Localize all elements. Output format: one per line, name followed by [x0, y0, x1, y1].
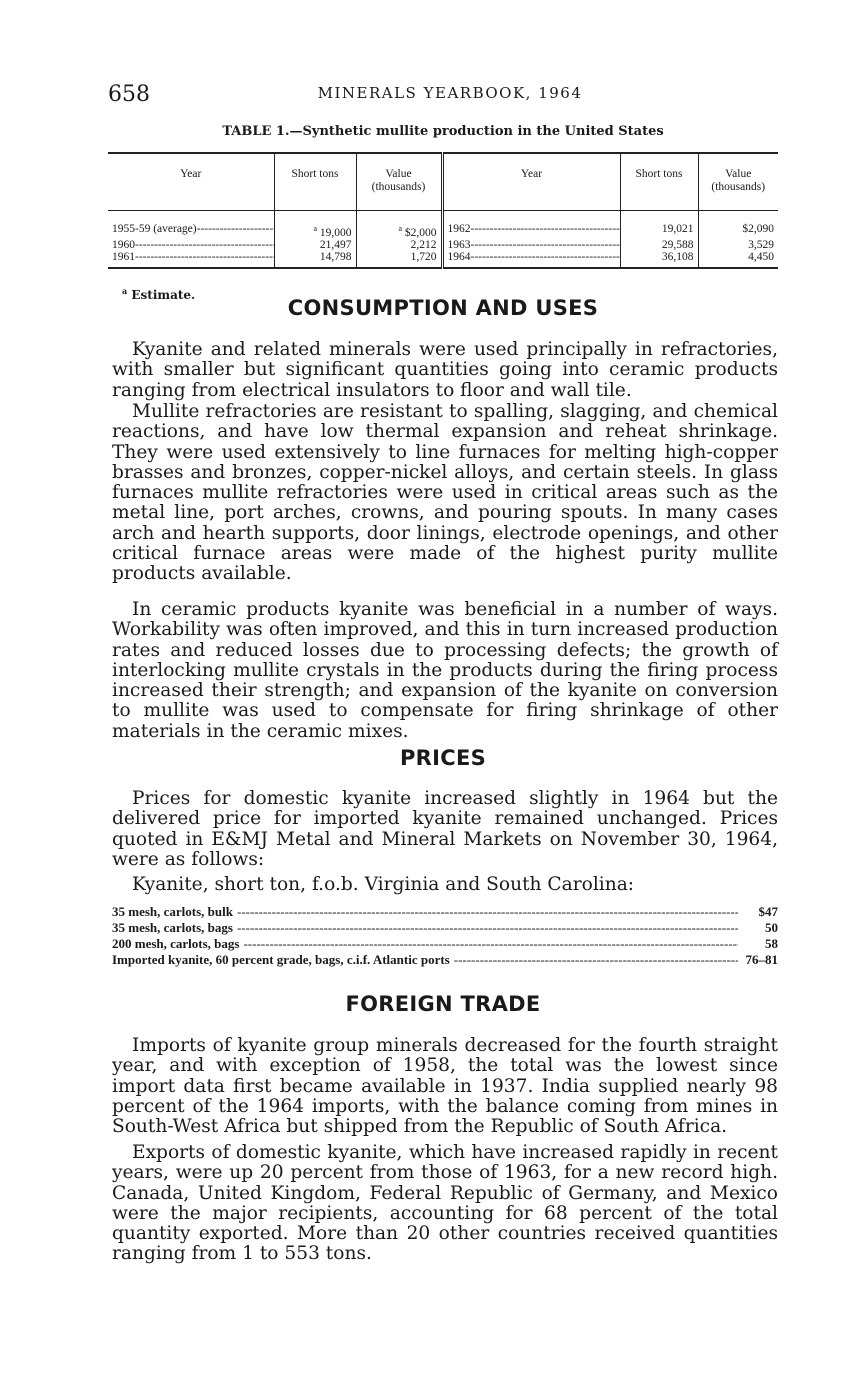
col-header-year: Year [442, 153, 620, 211]
cell-short-tons: 19,021 [620, 211, 698, 239]
cell-year: 1963 ----- [442, 239, 620, 251]
price-label: 35 mesh, carlots, bags [112, 920, 233, 935]
cell-year: 1961 ----- [108, 251, 274, 268]
paragraph: Prices for domestic kyanite increased slightly in 1964 but the delivered price for imported kyanite remained unchanged. Prices quoted in E&MJ Metal and Mineral Markets on November 30, 1964, were as follows: [112, 788, 778, 870]
price-value: 76–81 [745, 952, 778, 967]
price-item [112, 904, 778, 920]
price-list [112, 904, 778, 968]
table-row [108, 211, 778, 239]
price-item [112, 936, 778, 952]
cell-value: 1,720 [356, 251, 442, 268]
price-value: $47 [758, 904, 778, 919]
col-header-value: Value (thousands) [698, 153, 778, 211]
cell-short-tons: $^a$ 19,000 [274, 211, 356, 239]
paragraph: Exports of domestic kyanite, which have increased rapidly in recent years, were up 20 percent from those of 1963, for a new record high. Canada, United Kingdom, Federal Republic of Germany, and Mexico were the major recipients, accounting for 68 percent of the total quantity exported. More than 20 other countries received quantities ranging from 1 to 553 tons. [112, 1142, 778, 1265]
table-row [108, 239, 778, 251]
col-header-year: Year [108, 153, 274, 211]
table-title: TABLE 1.—Synthetic mullite production in the United States [222, 124, 664, 139]
cell-value: $^a$ $2,000 [356, 211, 442, 239]
cell-short-tons: 21,497 [274, 239, 356, 251]
paragraph: Kyanite and related minerals were used principally in refractories, with smaller but significant quantities going into ceramic products ranging from electrical insulators to floor and wall tile. [112, 339, 778, 401]
paragraph: Kyanite, short ton, f.o.b. Virginia and South Carolina: [132, 874, 635, 895]
price-item [112, 920, 778, 936]
section-heading-consumption: CONSUMPTION AND USES [287, 296, 599, 320]
paragraph: Imports of kyanite group minerals decreased for the fourth straight year, and with exception of 1958, the total was the lowest since import data first became available in 1937. India supplied nearly 98 percent of the 1964 imports, with the balance coming from mines in South-West Africa but shipped from the Republic of South Africa. [112, 1035, 778, 1138]
price-label: 200 mesh, carlots, bags [112, 936, 240, 951]
price-value: 58 [765, 936, 778, 951]
table-header-row [108, 153, 778, 211]
cell-short-tons: 14,798 [274, 251, 356, 268]
running-title: MINERALS YEARBOOK, 1964 [317, 84, 583, 102]
cell-value: 4,450 [698, 251, 778, 268]
col-header-short-tons: Short tons [274, 153, 356, 211]
cell-value: 3,529 [748, 238, 774, 251]
footnote-marker: a [398, 224, 402, 233]
table-row [108, 251, 778, 268]
production-table [108, 152, 778, 269]
paragraph: Mullite refractories are resistant to spalling, slagging, and chemical reactions, and have low thermal expansion and reheat shrinkage. They were used extensively to line furnaces for melting high-copper brasses and bronzes, copper-nickel alloys, and certain steels. In glass furnaces mullite refractories were used in critical areas such as the metal line, port arches, crowns, and pouring spouts. In many cases arch and hearth supports, door linings, electrode openings, and other critical furnace areas were made of the highest purity mullite products available. [112, 401, 778, 585]
section-heading-prices: PRICES [399, 746, 487, 770]
price-label: Imported kyanite, 60 percent grade, bags, c.i.f. Atlantic ports [112, 952, 450, 967]
cell-short-tons: 36,108 [620, 251, 698, 268]
cell-value: 2,212 [356, 239, 442, 251]
cell-year: 1962 ----- [442, 211, 620, 239]
price-label: 35 mesh, carlots, bulk [112, 904, 233, 919]
page-number: 658 [108, 82, 150, 107]
col-header-value: Value (thousands) [356, 153, 442, 211]
footnote-marker: a [313, 224, 317, 233]
price-value: 50 [765, 920, 778, 935]
cell-short-tons: 29,588 [620, 239, 698, 251]
cell-year: 1964 ----- [442, 251, 620, 268]
col-header-short-tons: Short tons [620, 153, 698, 211]
cell-value: $2,090 [742, 223, 774, 235]
section-heading-foreign-trade: FOREIGN TRADE [345, 992, 541, 1016]
footnote-marker: a [122, 286, 128, 296]
paragraph: In ceramic products kyanite was beneficial in a number of ways. Workability was often improved, and this in turn increased production rates and reduced losses due to processing defects; the growth of interlocking mullite crystals in the products during the firing process increased their strength; and expansion of the kyanite on conversion to mullite was used to compensate for firing shrinkage of other materials in the ceramic mixes. [112, 599, 778, 742]
cell-year: 1955-59 (average) ----- [108, 211, 274, 239]
cell-year: 1960 ----- [108, 239, 274, 251]
price-item [112, 952, 778, 968]
table-footnote: $^a$ Estimate. [122, 286, 196, 302]
